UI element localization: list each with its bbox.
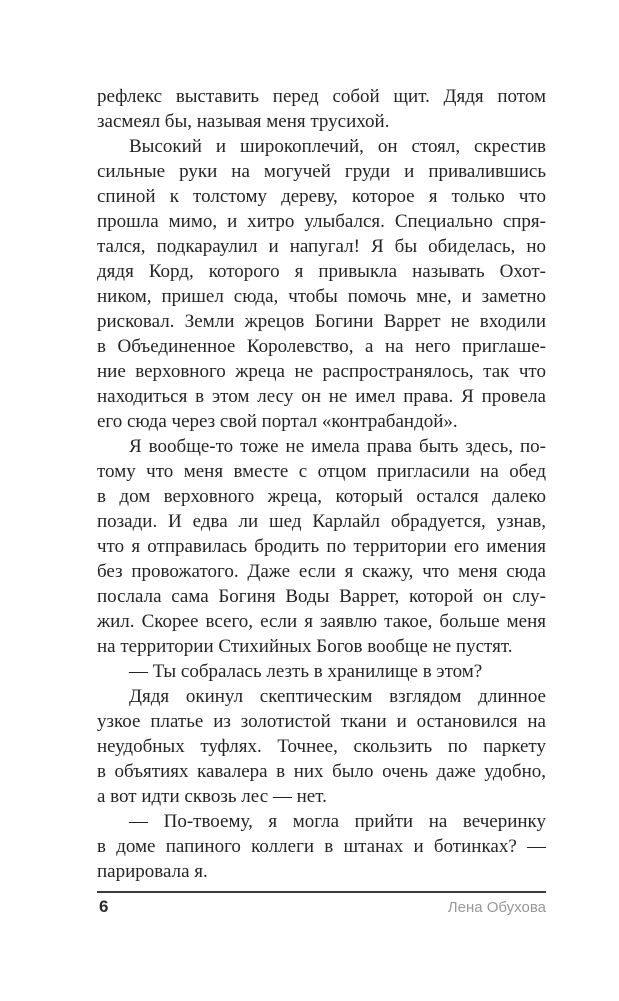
- text-line: спиной к толстому дереву, которое я только что: [97, 186, 546, 207]
- text-line: находиться в этом лесу он не имел права. Я провела: [97, 386, 546, 407]
- footer-divider: [97, 891, 546, 893]
- text-line: в дом верховного жреца, который остался далеко: [97, 486, 546, 507]
- text-line: засмеял бы, называя меня трусихой.: [97, 111, 390, 132]
- text-line: послала сама Богиня Воды Варрет, которой он слу-: [97, 586, 546, 607]
- text-line: рефлекс выставить перед собой щит. Дядя потом: [97, 86, 546, 107]
- text-line: Дядя окинул скептическим взглядом длинное: [129, 686, 546, 707]
- text-line: Высокий и широкоплечий, он стоял, скрестив: [129, 136, 546, 157]
- text-line: что я отправилась бродить по территории его имения: [97, 536, 546, 557]
- text-line: жил. Скорее всего, если я заявлю такое, больше меня: [97, 611, 546, 632]
- page-number: 6: [99, 897, 109, 916]
- text-line: прошла мимо, и хитро улыбался. Специально спря-: [97, 211, 546, 232]
- text-line: в доме папиного коллеги в штанах и ботинках? —: [97, 836, 546, 857]
- text-line: без провожатого. Даже если я скажу, что меня сюда: [97, 561, 546, 582]
- text-line: рисковал. Земли жрецов Богини Варрет не входили: [97, 311, 546, 332]
- text-line: в объятиях кавалера в них было очень даже удобно,: [97, 761, 546, 782]
- text-line: сильные руки на могучей груди и привалившись: [97, 161, 546, 182]
- text-line: в Объединенное Королевство, а на него приглаше-: [97, 336, 546, 357]
- text-line: на территории Стихийных Богов вообще не пустят.: [97, 636, 513, 657]
- text-line: тому что меня вместе с отцом пригласили на обед: [97, 461, 546, 482]
- text-line: тался, подкараулил и напугал! Я бы обиделась, но: [97, 236, 546, 257]
- text-line: — По-твоему, я могла прийти на вечеринку: [129, 811, 546, 832]
- text-line: неудобных туфлях. Точнее, скользить по паркету: [97, 736, 546, 757]
- text-line: Я вообще-то тоже не имела права быть здесь, по-: [129, 436, 546, 457]
- text-line: парировала я.: [97, 861, 208, 882]
- text-line: ние верховного жреца не распространялось, так что: [97, 361, 546, 382]
- text-line: его сюда через свой портал «контрабандой».: [97, 411, 458, 432]
- text-line: дядя Корд, которого я привыкла называть Охот-: [97, 261, 546, 282]
- text-line: — Ты собралась лезть в хранилище в этом?: [129, 661, 483, 682]
- text-line: позади. И едва ли шед Карлайл обрадуется, узнав,: [97, 511, 546, 532]
- text-line: узкое платье из золотистой ткани и остановился на: [97, 711, 546, 732]
- text-line: ником, пришел сюда, чтобы помочь мне, и заметно: [97, 286, 546, 307]
- book-text: [97, 84, 546, 884]
- author-name: Лена Обухова: [447, 899, 546, 916]
- text-line: а вот идти сквозь лес — нет.: [97, 786, 327, 807]
